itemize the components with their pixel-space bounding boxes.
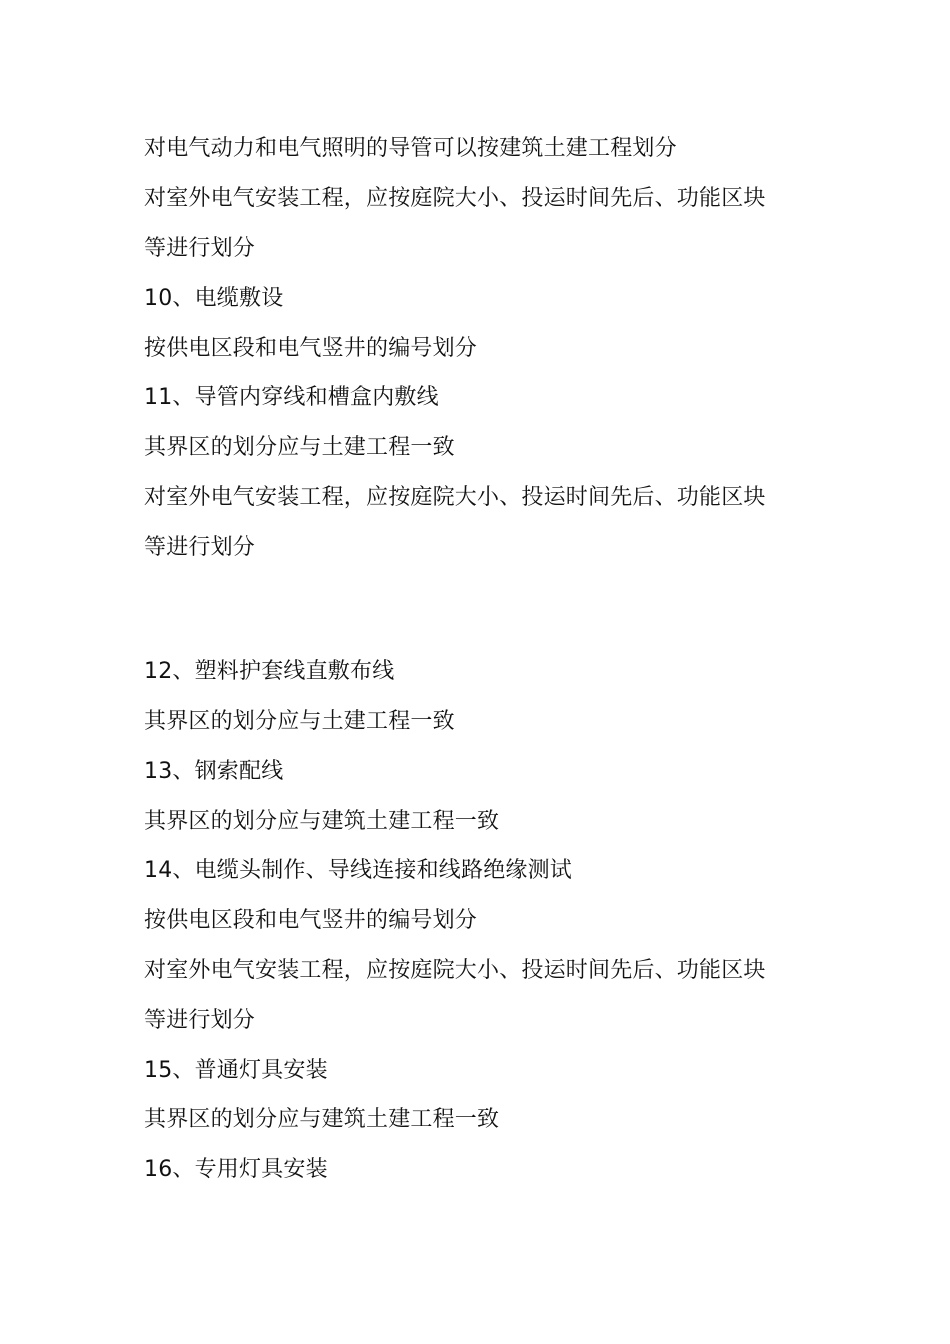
text-line: 其界区的划分应与建筑土建工程一致 bbox=[144, 809, 500, 834]
section-heading: 14、电缆头制作、导线连接和线路绝缘测试 bbox=[144, 858, 572, 883]
text-line: 其界区的划分应与建筑土建工程一致 bbox=[144, 1107, 500, 1132]
section-heading: 11、导管内穿线和槽盒内敷线 bbox=[144, 385, 439, 410]
section-heading: 15、普通灯具安装 bbox=[144, 1058, 328, 1083]
section-heading: 12、塑料护套线直敷布线 bbox=[144, 659, 395, 684]
section-heading: 16、专用灯具安装 bbox=[144, 1157, 328, 1182]
text-line: 其界区的划分应与土建工程一致 bbox=[144, 435, 455, 460]
text-line: 对室外电气安装工程，应按庭院大小、投运时间先后、功能区块 bbox=[144, 186, 766, 211]
section-heading: 13、钢索配线 bbox=[144, 759, 284, 784]
text-line: 对室外电气安装工程，应按庭院大小、投运时间先后、功能区块 bbox=[144, 485, 766, 510]
text-line: 等进行划分 bbox=[144, 535, 256, 560]
text-line: 其界区的划分应与土建工程一致 bbox=[144, 709, 455, 734]
text-line: 按供电区段和电气竖井的编号划分 bbox=[144, 908, 478, 933]
text-line: 等进行划分 bbox=[144, 236, 256, 261]
text-line: 对室外电气安装工程，应按庭院大小、投运时间先后、功能区块 bbox=[144, 958, 766, 983]
text-line: 等进行划分 bbox=[144, 1008, 256, 1033]
text-line: 对电气动力和电气照明的导管可以按建筑土建工程划分 bbox=[144, 136, 677, 161]
section-heading: 10、电缆敷设 bbox=[144, 286, 284, 311]
text-line: 按供电区段和电气竖井的编号划分 bbox=[144, 336, 478, 361]
